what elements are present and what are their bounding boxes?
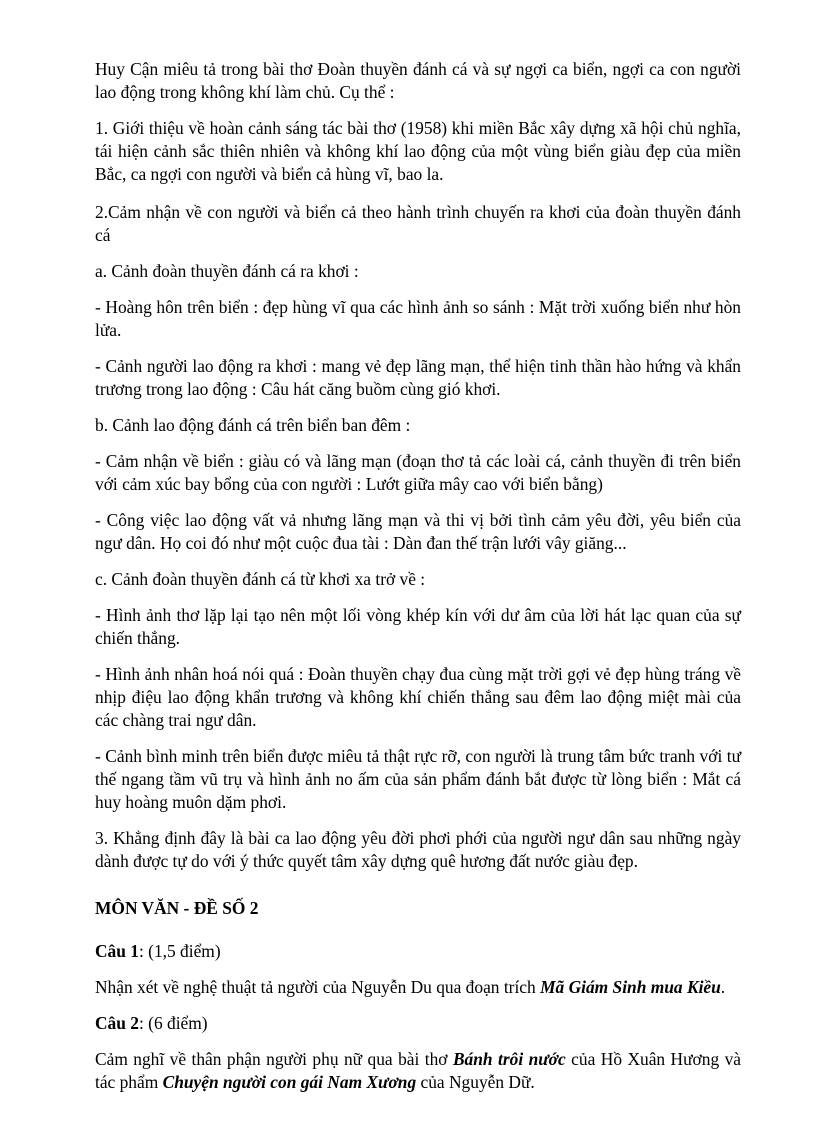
section-b-item-1: - Cảm nhận về biển : giàu có và lãng mạn (đoạn thơ tả các loài cá, cảnh thuyền đi trên biển với cảm xúc bay bổng của con người : Lướt giữa mây cao với biển bằng) bbox=[95, 451, 741, 494]
document-page bbox=[95, 58, 741, 1107]
exam-heading: MÔN VĂN - ĐỀ SỐ 2 bbox=[95, 898, 259, 918]
section-c-item-2: - Hình ảnh nhân hoá nói quá : Đoàn thuyền chạy đua cùng mặt trời gợi vẻ đẹp hùng tráng về nhịp điệu lao động khẩn trương và không khí chiến thắng sau đêm lao động miệt mài của các chàng trai ngư dân. bbox=[95, 664, 741, 730]
question-2-header bbox=[95, 1012, 741, 1035]
question-1-end: . bbox=[720, 977, 726, 997]
section-b-title: b. Cảnh lao động đánh cá trên biển ban đêm : bbox=[95, 415, 411, 435]
section-c-item-1: - Hình ảnh thơ lặp lại tạo nên một lối vòng khép kín với dư âm của lời hát lạc quan của sự chiến thắng. bbox=[95, 605, 741, 648]
question-1-header bbox=[95, 940, 741, 963]
section-c-title: c. Cảnh đoàn thuyền đánh cá từ khơi xa trở về : bbox=[95, 569, 426, 589]
question-2-prompt-1: Cảm nghĩ về thân phận người phụ nữ qua bài thơ bbox=[95, 1049, 453, 1069]
question-2-work-title-2: Chuyện người con gái Nam Xương bbox=[162, 1072, 417, 1092]
question-2-prompt-3: của Nguyễn Dữ. bbox=[416, 1072, 535, 1092]
question-2-points: : (6 điểm) bbox=[138, 1013, 208, 1033]
question-2-work-title-1: Bánh trôi nước bbox=[452, 1049, 566, 1069]
question-2-label: Câu 2 bbox=[95, 1013, 139, 1033]
question-2-text bbox=[95, 1048, 741, 1094]
section-b-item-2: - Công việc lao động vất vả nhưng lãng mạn và thi vị bởi tình cảm yêu đời, yêu biển của ngư dân. Họ coi đó như một cuộc đua tài : Dàn đan thế trận lưới vây giăng... bbox=[95, 510, 741, 553]
question-2-prompt-2: của Hồ Xuân Hương và tác phẩm bbox=[95, 1049, 741, 1092]
point-1: 1. Giới thiệu về hoàn cảnh sáng tác bài thơ (1958) khi miền Bắc xây dựng xã hội chủ nghĩa, tái hiện cảnh sắc thiên nhiên và không khí lao động của một vùng biển giàu đẹp của miền Bắc, ca ngợi con người và biển cả hùng vĩ, bao la. bbox=[95, 118, 741, 184]
question-1-text bbox=[95, 976, 741, 999]
point-2: 2.Cảm nhận về con người và biển cả theo hành trình chuyến ra khơi của đoàn thuyền đánh cá bbox=[95, 202, 741, 245]
point-3: 3. Khẳng định đây là bài ca lao động yêu đời phơi phới của người ngư dân sau những ngày dành được tự do với ý thức quyết tâm xây dựng quê hương đất nước giàu đẹp. bbox=[95, 828, 741, 871]
section-a-title: a. Cảnh đoàn thuyền đánh cá ra khơi : bbox=[95, 261, 359, 281]
question-1-points: : (1,5 điểm) bbox=[138, 941, 221, 961]
question-1-work-title: Mã Giám Sinh mua Kiều bbox=[540, 977, 721, 997]
intro-paragraph: Huy Cận miêu tả trong bài thơ Đoàn thuyền đánh cá và sự ngợi ca biển, ngợi ca con người lao động trong không khí làm chủ. Cụ thể : bbox=[95, 59, 741, 102]
section-c-item-3: - Cảnh bình minh trên biển được miêu tả thật rực rỡ, con người là trung tâm bức tranh với tư thế ngang tầm vũ trụ và hình ảnh no ấm của sản phẩm đánh bắt được từ lòng biển : Mắt cá huy hoàng muôn dặm phơi. bbox=[95, 746, 741, 812]
section-a-item-2: - Cảnh người lao động ra khơi : mang vẻ đẹp lãng mạn, thể hiện tinh thần hào hứng và khẩn trương trong lao động : Câu hát căng buồm cùng gió khơi. bbox=[95, 356, 741, 399]
question-1-prompt: Nhận xét về nghệ thuật tả người của Nguyễn Du qua đoạn trích bbox=[95, 977, 541, 997]
question-1-label: Câu 1 bbox=[95, 941, 139, 961]
section-a-item-1: - Hoàng hôn trên biển : đẹp hùng vĩ qua các hình ảnh so sánh : Mặt trời xuống biển như hòn lửa. bbox=[95, 297, 741, 340]
